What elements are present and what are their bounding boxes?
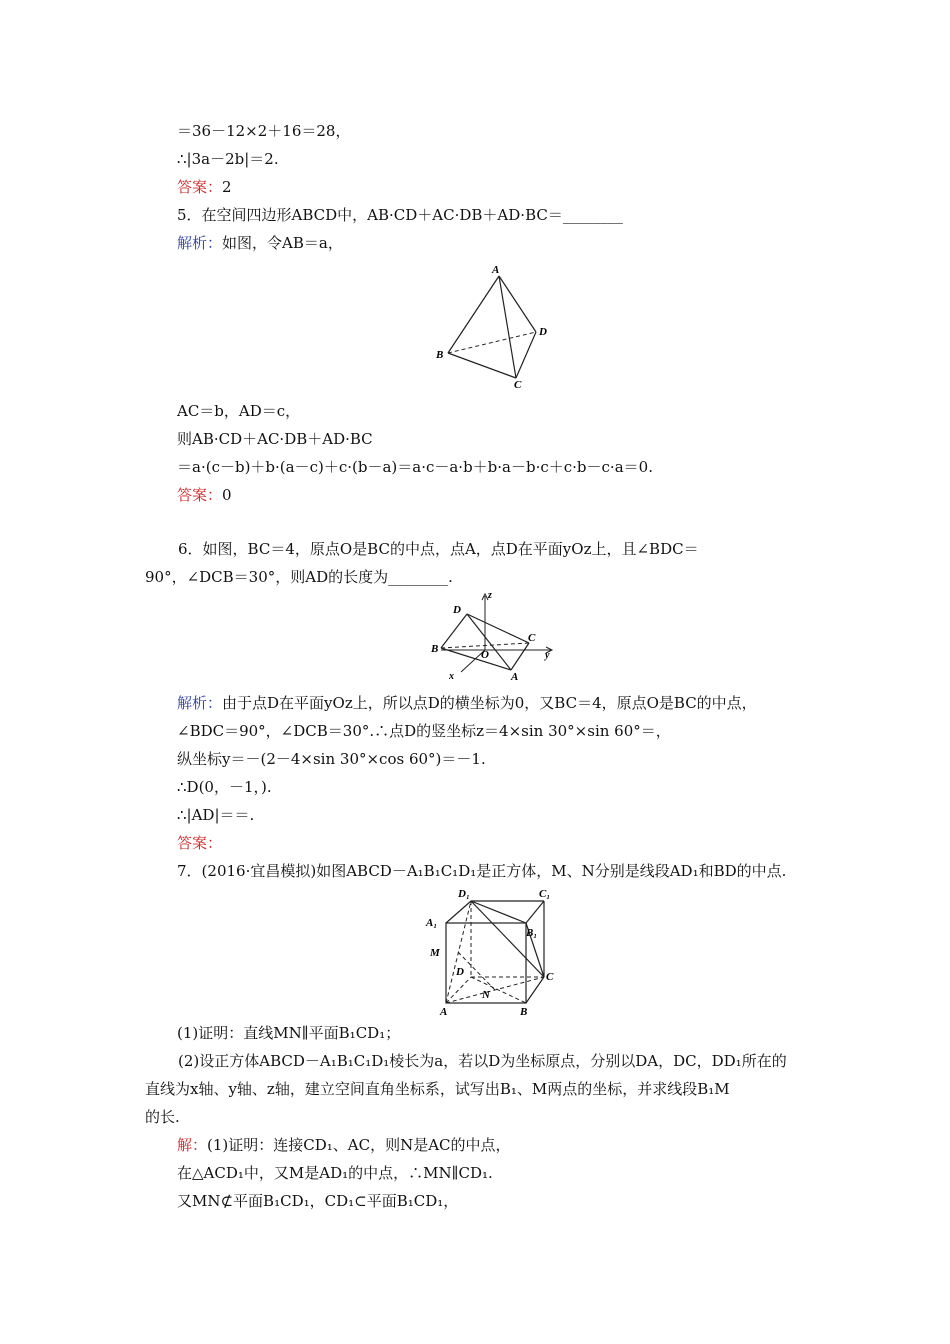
label-B: B bbox=[431, 643, 439, 655]
label-N: N bbox=[482, 989, 490, 1001]
analysis-line bbox=[177, 693, 757, 713]
text-line: 的长. bbox=[145, 1108, 180, 1126]
solution-label: 解： bbox=[177, 1136, 208, 1154]
text-line: ∠BDC＝90°，∠DCB＝30°.∴点D的竖坐标z＝4×sin 30°×sin 60°＝， bbox=[177, 722, 671, 740]
label-A: A bbox=[492, 264, 500, 276]
text-line: 则AB·CD＋AC·DB＋AD·BC bbox=[177, 430, 373, 448]
figure-tetrahedron bbox=[428, 262, 558, 392]
label-A: A bbox=[440, 1006, 448, 1018]
answer-line bbox=[177, 177, 232, 197]
label-M: M bbox=[430, 947, 440, 959]
text-line: (1)证明：直线MN∥平面B₁CD₁； bbox=[177, 1024, 401, 1042]
text-line: 90°，∠DCB＝30°，则AD的长度为________. bbox=[145, 568, 453, 586]
analysis-label: 解析： bbox=[177, 234, 223, 252]
answer-value: 2 bbox=[222, 178, 232, 196]
label-D: D bbox=[539, 326, 547, 338]
analysis-text: 如图，令AB＝a， bbox=[222, 234, 343, 252]
label-C: C bbox=[546, 971, 554, 983]
answer-label: 答案： bbox=[177, 178, 223, 196]
figure-cube bbox=[420, 882, 565, 1020]
label-A: A bbox=[511, 671, 519, 683]
label-C1: C₁ bbox=[539, 888, 551, 900]
text-line: 在△ACD₁中，又M是AD₁的中点，∴MN∥CD₁. bbox=[177, 1164, 493, 1182]
question-5: 5．在空间四边形ABCD中，AB·CD＋AC·DB＋AD·BC＝________ bbox=[177, 206, 623, 224]
figure-coordinate bbox=[425, 588, 560, 683]
text-line: ＝a·(c－b)＋b·(a－c)＋c·(b－a)＝a·c－a·b＋b·a－b·c＋c·b－c·a＝0. bbox=[177, 458, 653, 476]
analysis-label: 解析： bbox=[177, 694, 223, 712]
label-D: D bbox=[456, 966, 464, 978]
analysis-line bbox=[177, 233, 343, 253]
label-x: x bbox=[449, 671, 454, 682]
label-C: C bbox=[528, 632, 536, 644]
text-line: 纵坐标y＝－(2－4×sin 30°×cos 60°)＝－1. bbox=[177, 750, 486, 768]
label-B: B bbox=[520, 1006, 528, 1018]
analysis-text: 由于点D在平面yOz上，所以点D的横坐标为0，又BC＝4，原点O是BC的中点， bbox=[222, 694, 757, 712]
text-line: AC＝b，AD＝c， bbox=[177, 402, 301, 420]
text-line: ∴|3a－2b|＝2. bbox=[177, 150, 279, 168]
text-line: 又MN⊄平面B₁CD₁，CD₁⊂平面B₁CD₁， bbox=[177, 1192, 459, 1210]
label-B: B bbox=[436, 349, 444, 361]
text-line: (2)设正方体ABCD－A₁B₁C₁D₁棱长为a，若以D为坐标原点，分别以DA，DC，DD₁所在的 bbox=[178, 1052, 787, 1070]
question-7: 7．(2016·宜昌模拟)如图ABCD－A₁B₁C₁D₁是正方体，M、N分别是线段AD₁和BD的中点. bbox=[177, 862, 787, 880]
label-B1: B₁ bbox=[526, 927, 538, 939]
solution-line bbox=[177, 1135, 511, 1155]
label-D1: D₁ bbox=[458, 888, 470, 900]
answer-value: 0 bbox=[222, 486, 232, 504]
label-O: O bbox=[481, 649, 489, 661]
label-z: z bbox=[488, 590, 492, 601]
label-C: C bbox=[514, 379, 522, 391]
answer-label: 答案： bbox=[177, 834, 223, 852]
answer-label: 答案： bbox=[177, 486, 223, 504]
answer-line bbox=[177, 485, 232, 505]
label-D: D bbox=[453, 604, 461, 616]
text-line: ∴D(0，－1，). bbox=[177, 778, 272, 796]
text-line: ＝36－12×2＋16＝28， bbox=[177, 122, 351, 140]
label-A1: A₁ bbox=[426, 917, 438, 929]
label-y: y bbox=[545, 650, 550, 661]
solution-text: (1)证明：连接CD₁、AC，则N是AC的中点， bbox=[207, 1136, 511, 1154]
question-6: 6．如图，BC＝4，原点O是BC的中点，点A，点D在平面yOz上，且∠BDC＝ bbox=[178, 540, 699, 558]
text-line: ∴|AD|＝＝. bbox=[177, 806, 255, 824]
text-line: 直线为x轴、y轴、z轴，建立空间直角坐标系，试写出B₁、M两点的坐标，并求线段B₁M bbox=[145, 1080, 730, 1098]
